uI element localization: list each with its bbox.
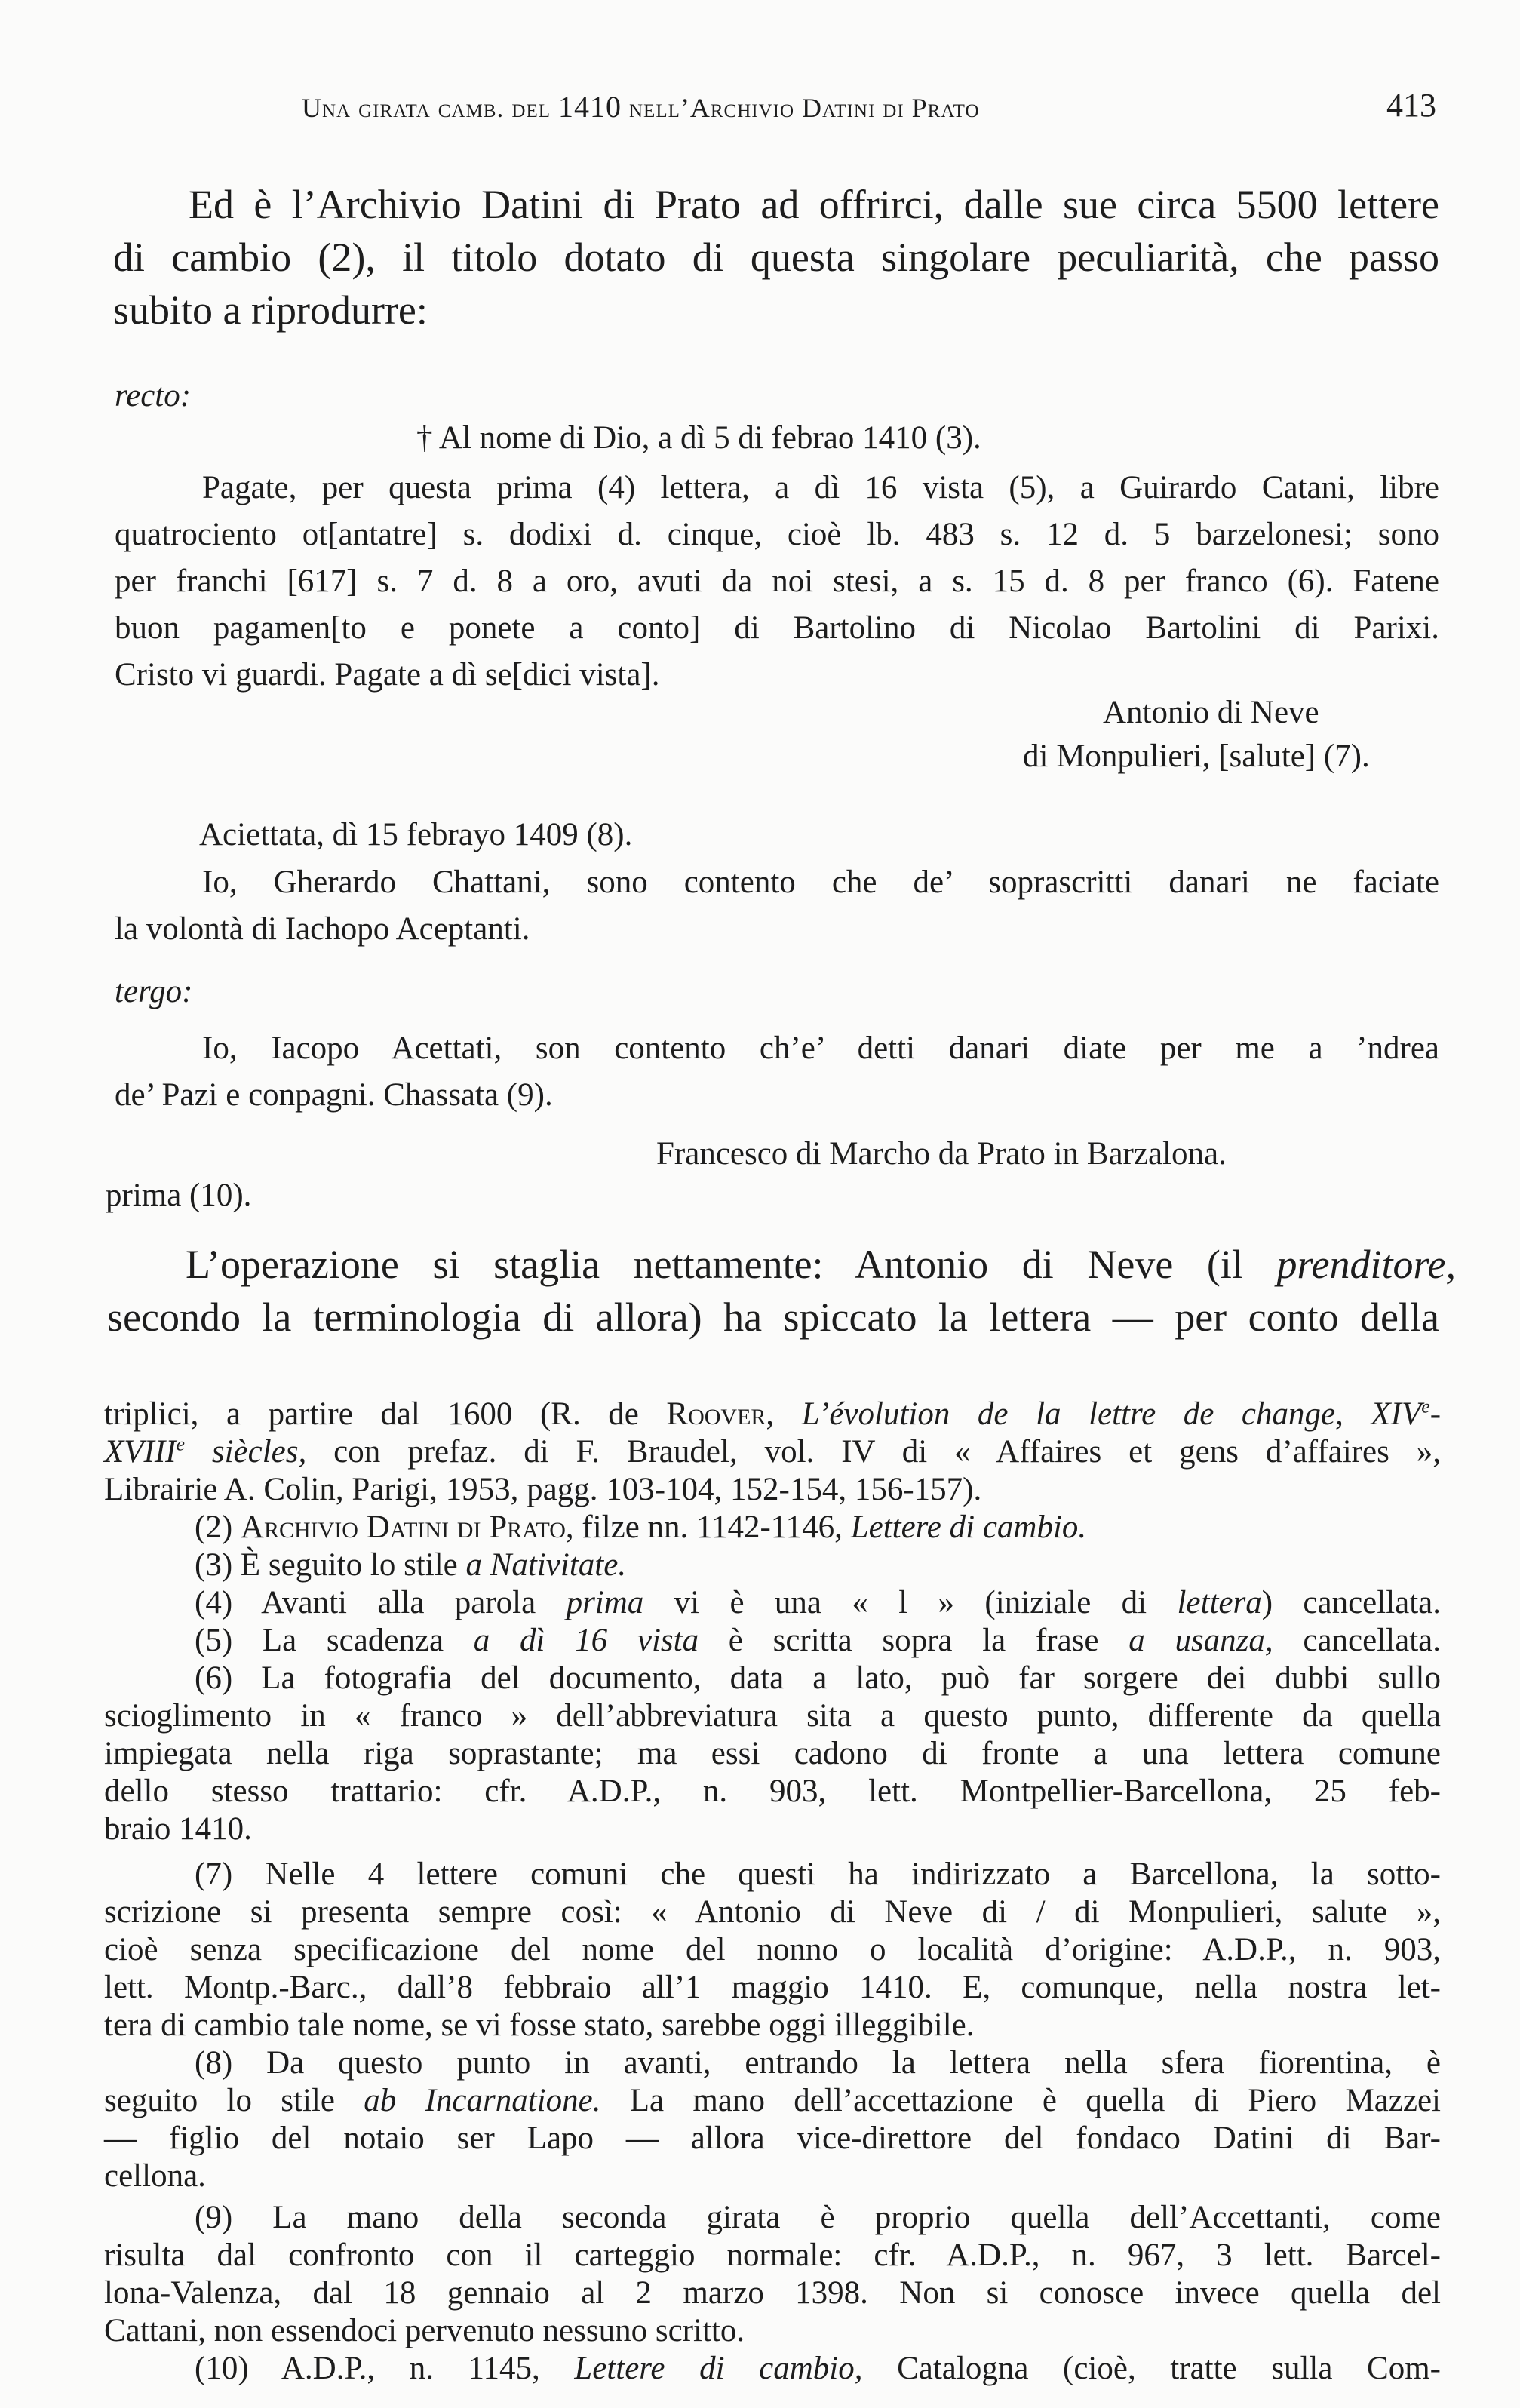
endorsement-line-2: la volontà di Iachopo Aceptanti. xyxy=(115,911,530,947)
fn1-rest: con prefaz. di F. Braudel, vol. IV di « Affaires et gens d’affaires », xyxy=(306,1434,1441,1470)
endorsement-line-1: Io, Gherardo Chattani, sono contento che de’ soprascritti danari ne faciate xyxy=(202,865,1439,900)
footnote-6-line-2: scioglimento in « franco » dell’abbreviatura sita a questo punto, differente da quella xyxy=(104,1698,1441,1734)
recto-invocation: † Al nome di Dio, a dì 5 di febrao 1410 (3). xyxy=(416,420,981,456)
fn1-title-c: siècles, xyxy=(184,1434,307,1470)
recto-line-4: buon pagamen[to e ponete a conto] di Bartolino di Nicolao Bartolini di Parixi. xyxy=(115,610,1439,646)
footnote-4 xyxy=(195,1584,1441,1621)
running-head-post: nell’Archivio Datini di Prato xyxy=(622,93,980,123)
fn2-text: , filze nn. 1142-1146, xyxy=(565,1510,851,1545)
fn4-text-b: vi è una « l » (iniziale di xyxy=(643,1585,1178,1620)
footnote-6-line-5: braio 1410. xyxy=(104,1811,252,1847)
fn5-text-b: è scritta sopra la frase xyxy=(699,1623,1129,1658)
footnote-1-line-2 xyxy=(104,1433,1441,1470)
page-number: 413 xyxy=(1386,87,1436,124)
fn2-title: Lettere di cambio. xyxy=(850,1510,1087,1545)
fn1-end: - xyxy=(1429,1396,1442,1432)
footnote-7-line-5: tera di cambio tale nome, se vi fosse stato, sarebbe oggi illeggibile. xyxy=(104,2007,975,2043)
fn4-word-prima: prima xyxy=(566,1585,644,1620)
tergo-line-2: de’ Pazi e conpagni. Chassata (9). xyxy=(115,1077,553,1113)
recto-line-2: quatrociento ot[antatre] s. dodixi d. cinque, cioè lb. 483 s. 12 d. 5 barzelonesi; sono xyxy=(115,517,1439,552)
fn1-title-b: XVIII xyxy=(104,1434,177,1470)
fn1-title: L’évolution de la lettre de change, XIV xyxy=(801,1396,1422,1432)
footnote-5 xyxy=(195,1622,1441,1659)
fn10-title: Lettere di cambio, xyxy=(574,2351,863,2386)
running-head-year: 1410 xyxy=(558,90,622,124)
footnote-7-line-2: scrizione si presenta sempre così: « Antonio di Neve di / di Monpulieri, salute », xyxy=(104,1894,1441,1930)
footnote-10 xyxy=(195,2350,1441,2387)
footnote-7-line-1: (7) Nelle 4 lettere comuni che questi ha indirizzato a Barcellona, la sotto- xyxy=(195,1857,1441,1892)
fn8-text-b: La mano dell’accettazione è quella di Piero Mazzei xyxy=(600,2083,1441,2118)
fn4-text-c: ) cancellata. xyxy=(1261,1585,1442,1620)
fn8-text-a: seguito lo stile xyxy=(104,2083,364,2118)
analysis-line-1 xyxy=(186,1241,1456,1288)
fn10-text-a: (10) A.D.P., n. 1145, xyxy=(195,2351,575,2386)
recto-line-5: Cristo vi guardi. Pagate a dì se[dici vista]. xyxy=(115,657,660,693)
intro-line-3: subito a riprodurre: xyxy=(113,287,428,333)
fn1-sup-2: e xyxy=(176,1433,185,1455)
fn2-archive: Archivio Datini di Prato xyxy=(240,1510,566,1545)
fn3-text: (3) È seguito lo stile xyxy=(195,1547,466,1583)
footnote-8-line-3: — figlio del notaio ser Lapo — allora vice-direttore del fondaco Datini di Bar- xyxy=(104,2121,1441,2156)
footnote-8-line-4: cellona. xyxy=(104,2158,206,2194)
fn1-text-a: triplici, a partire dal 1600 (R. de xyxy=(104,1396,667,1432)
footnote-6-line-3: impiegata nella riga soprastante; ma essi cadono di fronte a una lettera comune xyxy=(104,1736,1441,1771)
fn5-phrase-1: a dì 16 vista xyxy=(473,1623,699,1658)
footnote-8-line-2 xyxy=(104,2082,1441,2119)
footnote-6-line-1: (6) La fotografia del documento, data a lato, può far sorgere dei dubbi sullo xyxy=(195,1660,1441,1696)
fn4-word-lettera: lettera xyxy=(1177,1585,1262,1620)
fn1-author: Roover xyxy=(666,1396,766,1432)
running-head xyxy=(302,89,980,124)
fn1-sup: e xyxy=(1421,1395,1430,1417)
footnote-9-line-4: Cattani, non essendoci pervenuto nessuno scritto. xyxy=(104,2313,745,2348)
fn3-style: a Nativitate. xyxy=(465,1547,627,1583)
tergo-prima: prima (10). xyxy=(106,1178,252,1213)
analysis-line-1-text: L’operazione si staglia nettamente: Antonio di Neve (il xyxy=(186,1242,1277,1287)
recto-line-3: per franchi [617] s. 7 d. 8 a oro, avuti da noi stesi, a s. 15 d. 8 per franco (6). Fatene xyxy=(115,564,1439,599)
prenditore-term: prenditore, xyxy=(1276,1242,1456,1287)
fn1-comma: , xyxy=(766,1396,802,1432)
footnote-3 xyxy=(195,1546,626,1583)
fn2-number: (2) xyxy=(195,1510,241,1545)
signature-line-1: Antonio di Neve xyxy=(1103,695,1319,730)
footnote-1-line-1 xyxy=(104,1396,1441,1433)
footnote-9-line-1: (9) La mano della seconda girata è proprio quella dell’Accettanti, come xyxy=(195,2200,1441,2235)
footnote-9-line-2: risulta dal confronto con il carteggio normale: cfr. A.D.P., n. 967, 3 lett. Barcel- xyxy=(104,2238,1441,2273)
analysis-line-2: secondo la terminologia di allora) ha spiccato la lettera — per conto della xyxy=(107,1295,1439,1340)
footnote-9-line-3: lona-Valenza, dal 18 gennaio al 2 marzo 1398. Non si conosce invece quella del xyxy=(104,2275,1441,2311)
tergo-line-1: Io, Iacopo Acettati, son contento ch’e’ detti danari diate per me a ’ndrea xyxy=(202,1030,1439,1066)
recto-line-1: Pagate, per questa prima (4) lettera, a dì 16 vista (5), a Guirardo Catani, libre xyxy=(202,470,1439,505)
fn5-text-a: (5) La scadenza xyxy=(195,1623,474,1658)
running-head-pre: Una girata camb. del xyxy=(302,93,558,123)
footnote-8-line-1: (8) Da questo punto in avanti, entrando la lettera nella sfera fiorentina, è xyxy=(195,2045,1441,2081)
intro-line-2: di cambio (2), il titolo dotato di questa singolare peculiarità, che passo xyxy=(113,235,1439,280)
recto-label: recto: xyxy=(115,378,192,413)
fn8-style: ab Incarnatione. xyxy=(364,2083,601,2118)
fn5-text-c: cancellata. xyxy=(1273,1623,1441,1658)
footnote-1-line-3: Librairie A. Colin, Parigi, 1953, pagg. 103-104, 152-154, 156-157). xyxy=(104,1472,982,1507)
signature-line-2: di Monpulieri, [salute] (7). xyxy=(1023,739,1370,774)
footnote-7-line-4: lett. Montp.-Barc., dall’8 febbraio all’1 maggio 1410. E, comunque, nella nostra let- xyxy=(104,1970,1441,2005)
footnote-6-line-4: dello stesso trattario: cfr. A.D.P., n. 903, lett. Montpellier-Barcellona, 25 feb- xyxy=(104,1774,1441,1809)
acceptance-line: Aciettata, dì 15 febrayo 1409 (8). xyxy=(199,817,633,852)
fn10-text-b: Catalogna (cioè, tratte sulla Com- xyxy=(862,2351,1441,2386)
intro-line-1: Ed è l’Archivio Datini di Prato ad offrirci, dalle sue circa 5500 lettere xyxy=(189,182,1439,227)
footnote-7-line-3: cioè senza specificazione del nome del nonno o località d’origine: A.D.P., n. 903, xyxy=(104,1932,1441,1967)
footnote-2 xyxy=(195,1509,1086,1546)
tergo-label: tergo: xyxy=(115,974,193,1009)
fn5-phrase-2: a usanza, xyxy=(1128,1623,1273,1658)
fn4-text-a: (4) Avanti alla parola xyxy=(195,1585,567,1620)
tergo-address: Francesco di Marcho da Prato in Barzalona. xyxy=(656,1136,1227,1172)
